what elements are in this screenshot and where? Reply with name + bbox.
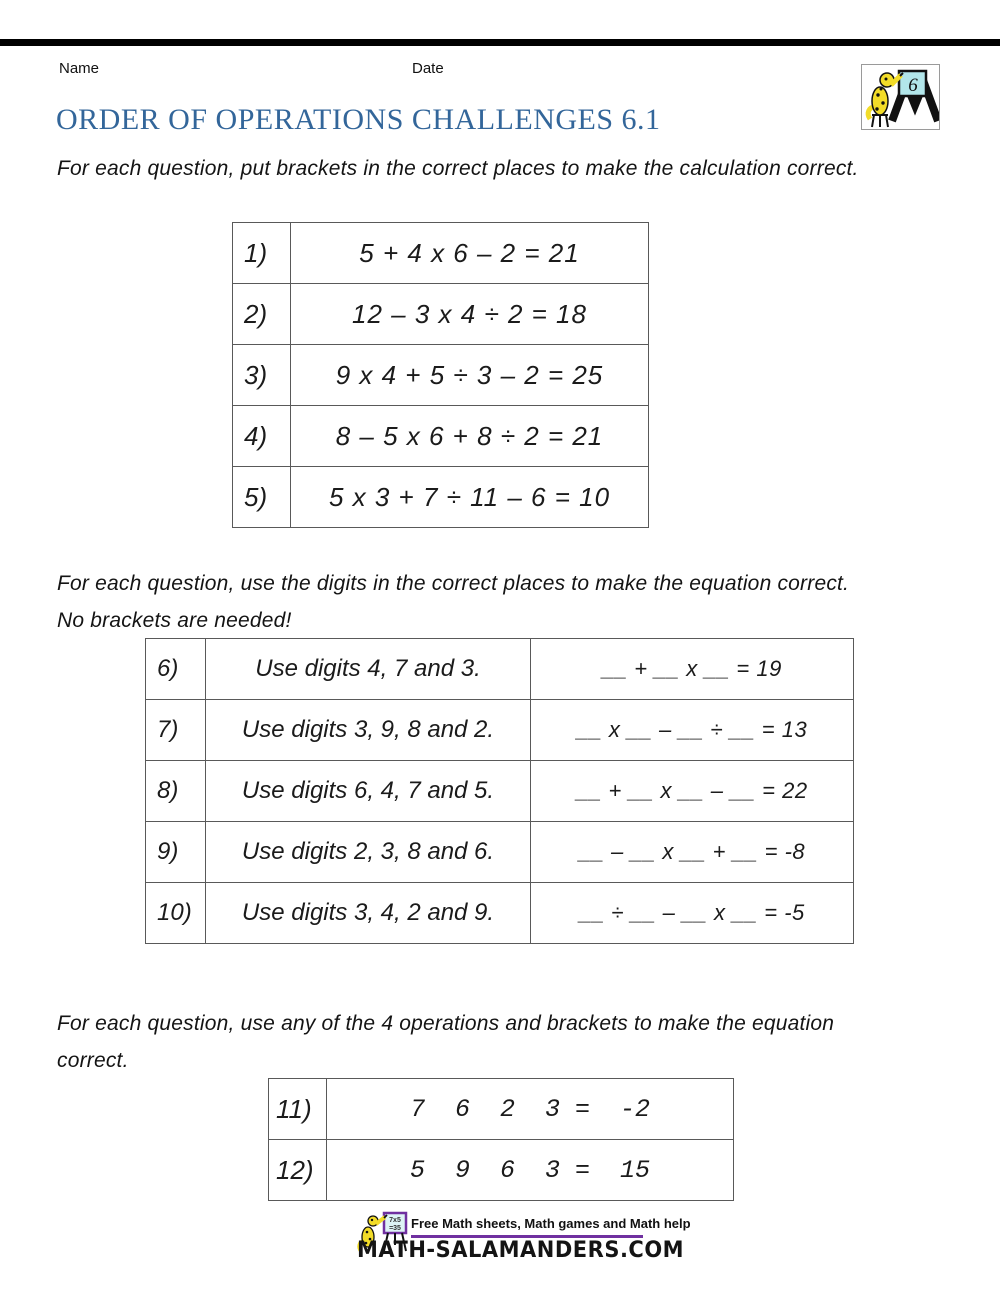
instruction-digits-line1: For each question, use the digits in the correct places to make the equation correct.: [57, 572, 850, 595]
salamander-icon: [872, 87, 888, 115]
badge-number-text: 6: [908, 75, 918, 96]
table-row: [233, 345, 649, 406]
table-row: [269, 1079, 734, 1140]
page-title: ORDER OF OPERATIONS CHALLENGES 6.1: [56, 103, 661, 136]
question-equation: __ + __ x __ = 19: [531, 639, 854, 700]
operations-table: [268, 1078, 734, 1201]
question-equation: 5 + 4 x 6 – 2 = 21: [291, 223, 649, 284]
question-equation: __ ÷ __ – __ x __ = -5: [531, 883, 854, 944]
question-digits: Use digits 3, 9, 8 and 2.: [206, 700, 531, 761]
question-digits: Use digits 3, 4, 2 and 9.: [206, 883, 531, 944]
question-number: 5): [233, 467, 291, 528]
question-number: 9): [146, 822, 206, 883]
table-row: [146, 761, 854, 822]
table-row: [146, 700, 854, 761]
question-equation: __ + __ x __ – __ = 22: [531, 761, 854, 822]
table-row: [146, 883, 854, 944]
question-digits: Use digits 6, 4, 7 and 5.: [206, 761, 531, 822]
math-salamanders-badge: [861, 64, 940, 130]
question-digits: Use digits 2, 3, 8 and 6.: [206, 822, 531, 883]
question-number: 11): [269, 1079, 327, 1140]
question-number: 6): [146, 639, 206, 700]
date-label: Date: [412, 60, 444, 77]
table-row: [269, 1140, 734, 1201]
question-equation: 5 x 3 + 7 ÷ 11 – 6 = 10: [291, 467, 649, 528]
question-equation: 9 x 4 + 5 ÷ 3 – 2 = 25: [291, 345, 649, 406]
top-divider-rule: [0, 39, 1000, 46]
question-number: 10): [146, 883, 206, 944]
question-equation: __ x __ – __ ÷ __ = 13: [531, 700, 854, 761]
digits-table: [145, 638, 854, 944]
instruction-operations: For each question, use any of the 4 operations and brackets to make the equation correct.: [57, 1012, 835, 1072]
name-label: Name: [59, 60, 100, 77]
stool-icon: [872, 115, 888, 127]
footer-site-name: MATH-SALAMANDERS.COM: [357, 1237, 685, 1263]
question-equation: 12 – 3 x 4 ÷ 2 = 18: [291, 284, 649, 345]
salamander-badge-icon: [862, 65, 939, 129]
footer-tagline: Free Math sheets, Math games and Math help: [411, 1216, 691, 1231]
instruction-digits: [57, 565, 957, 639]
question-equation: 5 9 6 3 = 15: [327, 1140, 734, 1201]
question-equation: __ – __ x __ + __ = -8: [531, 822, 854, 883]
question-digits: Use digits 4, 7 and 3.: [206, 639, 531, 700]
question-number: 8): [146, 761, 206, 822]
question-equation: 8 – 5 x 6 + 8 ÷ 2 = 21: [291, 406, 649, 467]
question-number: 1): [233, 223, 291, 284]
brackets-table: [232, 222, 649, 528]
table-row: [233, 406, 649, 467]
question-equation: 7 6 2 3 = -2: [327, 1079, 734, 1140]
table-row: [233, 284, 649, 345]
question-number: 4): [233, 406, 291, 467]
table-row: [233, 223, 649, 284]
instruction-digits-line2: No brackets are needed!: [57, 609, 292, 632]
table-row: [146, 639, 854, 700]
table-row: [146, 822, 854, 883]
svg-text:=35: =35: [389, 1225, 401, 1232]
instruction-brackets: For each question, put brackets in the correct places to make the calculation correct.: [57, 157, 859, 180]
question-number: 2): [233, 284, 291, 345]
question-number: 7): [146, 700, 206, 761]
question-number: 12): [269, 1140, 327, 1201]
svg-text:7x5: 7x5: [389, 1217, 401, 1224]
table-row: [233, 467, 649, 528]
question-number: 3): [233, 345, 291, 406]
footer: [356, 1211, 691, 1281]
